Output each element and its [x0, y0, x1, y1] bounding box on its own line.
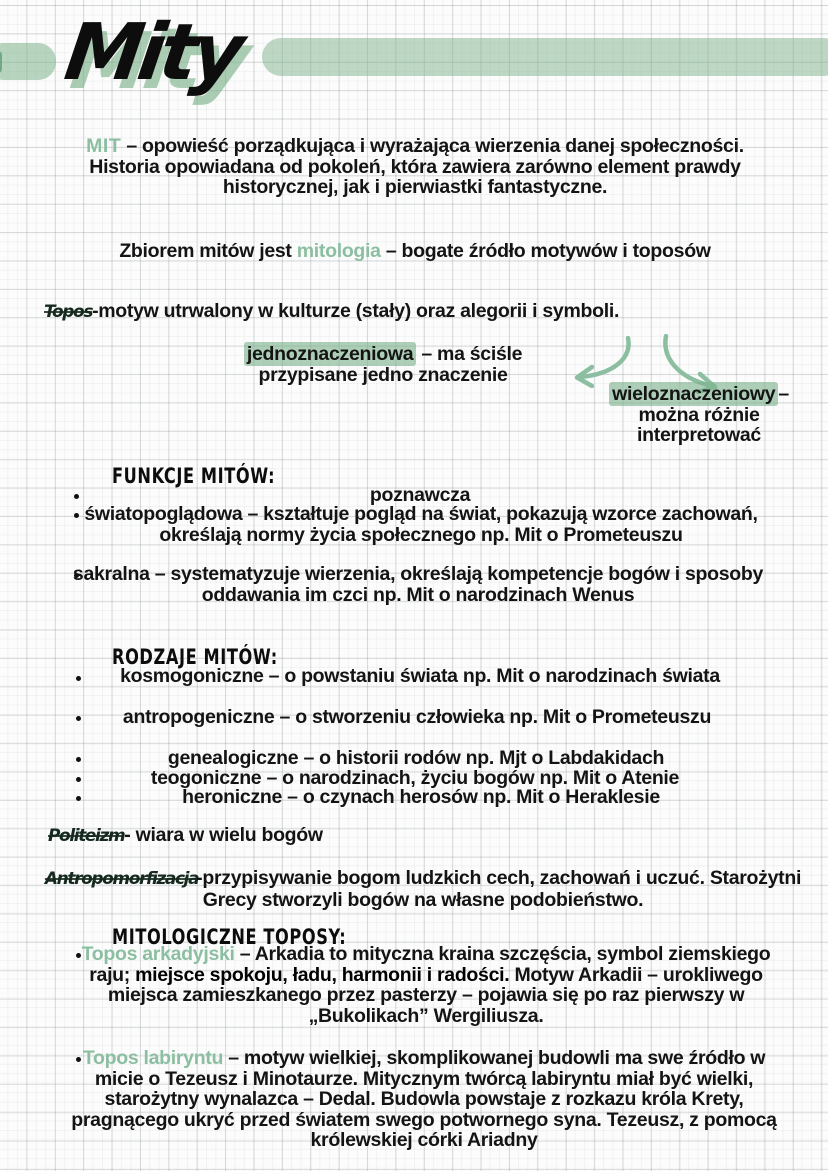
antropomorfizacja-body: -przypisywanie bogom ludzkich cech, zachowań i uczuć. Starożytni Grecy stworzyli bogów na własne podobieństwo. — [196, 867, 802, 911]
page-title: Mity — [59, 8, 245, 98]
rodzaje-item-1: antropogeniczne – o stworzeniu człowieka np. Mit o Prometeuszu — [122, 706, 712, 728]
toposy-item-1-term: Topos labiryntu — [82, 1047, 224, 1069]
rodzaje-item-2: genealogiczne – o historii rodów np. Mjt o Labdakidach — [167, 747, 665, 769]
rodzaje-item-3: teogoniczne – o narodzinach, życiu bogów np. Mit o Atenie — [150, 767, 680, 789]
topos-type-0 — [238, 344, 528, 385]
highlight-bar-left — [0, 43, 56, 80]
topos-block — [44, 301, 804, 323]
heading-toposy: MITOLOGICZNE TOPOSY: — [112, 925, 347, 950]
mitologia-before: Zbiorem mitów jest — [119, 240, 297, 262]
politeizm-term: Politeizm — [48, 826, 125, 846]
politeizm-body: - wiara w wielu bogów — [124, 824, 323, 846]
toposy-item-0-bold: miejsce spokoju, ładu, harmonii i radości. — [135, 963, 510, 986]
antropomorfizacja-block — [28, 868, 818, 910]
toposy-item-0 — [76, 944, 776, 1026]
topos-type-1-body: – można różnie interpretować — [637, 383, 789, 446]
topos-type-1 — [580, 384, 818, 446]
heading-funkcje: FUNKCJE MITÓW: — [112, 464, 276, 489]
funkcje-item-1: światopoglądowa – kształtuje pogląd na świat, pokazują wzorce zachowań, określają normy życia społecznego np. Mit o Prometeuszu — [84, 503, 758, 546]
topos-type-1-term: wieloznaczeniowy — [609, 382, 778, 406]
heading-rodzaje: RODZAJE MITÓW: — [112, 645, 278, 670]
mitologia-block — [80, 241, 750, 262]
politeizm-block — [48, 825, 808, 847]
bullet-rodzaje-2 — [76, 757, 81, 762]
definition-block — [60, 136, 770, 198]
bullet-rodzaje-1 — [76, 716, 81, 721]
antropomorfizacja-term: Antropomorfizacja — [44, 869, 199, 889]
topos-type-0-body: – ma ściśle przypisane jedno znaczenie — [258, 343, 523, 386]
funkcje-item-0: poznawcza — [369, 484, 471, 506]
toposy-item-0-part2: Motyw Arkadii – urokliwego miejsca zamieszkanego przez pasterzy – pojawia się po raz pierwszy w „Bukolikach” Wergiliusza. — [107, 963, 763, 1027]
definition-body: – opowieść porządkująca i wyrażająca wierzenia danej społeczności. Historia opowiadana od pokoleń, która zawiera zarówno element prawdy historycznej, jak i pierwiastki fantastyczne. — [89, 135, 744, 198]
rodzaje-item-0: kosmogoniczne – o powstaniu świata np. Mit o narodzinach świata — [120, 665, 720, 687]
bullet-rodzaje-0 — [76, 676, 81, 681]
arrow-to-jednoznaczeniowa — [528, 336, 638, 388]
toposy-item-0-part1: – Arkadia to mityczna kraina szczęścia, symbol ziemskiego raju; — [89, 943, 771, 986]
mitologia-after: – bogate źródło motywów i toposów — [380, 240, 711, 262]
topos-type-0-term: jednoznaczeniowa — [244, 342, 416, 366]
bullet-rodzaje-4 — [76, 796, 81, 801]
rodzaje-item-4: heroniczne – o czynach herosów np. Mit o Heraklesie — [182, 786, 660, 808]
funkcje-item-2: sakralna – systematyzuje wierzenia, określają kompetencje bogów i sposoby oddawania im czci np. Mit o narodzinach Wenus — [72, 563, 764, 606]
topos-term: Topos — [44, 302, 93, 322]
bullet-funkcje-0 — [74, 494, 79, 499]
mitologia-term: mitologia — [296, 240, 381, 262]
topos-body: -motyw utrwalony w kulturze (stały) oraz alegorii i symboli. — [92, 300, 620, 322]
highlight-bar-right — [262, 38, 828, 76]
toposy-item-1 — [68, 1048, 780, 1151]
definition-term: MIT — [86, 135, 122, 157]
toposy-item-0-term: Topos arkadyjski — [81, 943, 235, 965]
toposy-item-1-part1: – motyw wielkiej, skomplikowanej budowli ma swe źródło w micie o Tezeusz i Minotaurze. Mitycznym twórcą labiryntu miał być wielki, starożytny wynalazca – Dedal. Budowla powstaje z rozkazu króla Krety, pragnącego ukryć przed światem swego potwornego syna. Tezeusz, z pomocą królewskiej córki Ariadny — [71, 1047, 777, 1151]
